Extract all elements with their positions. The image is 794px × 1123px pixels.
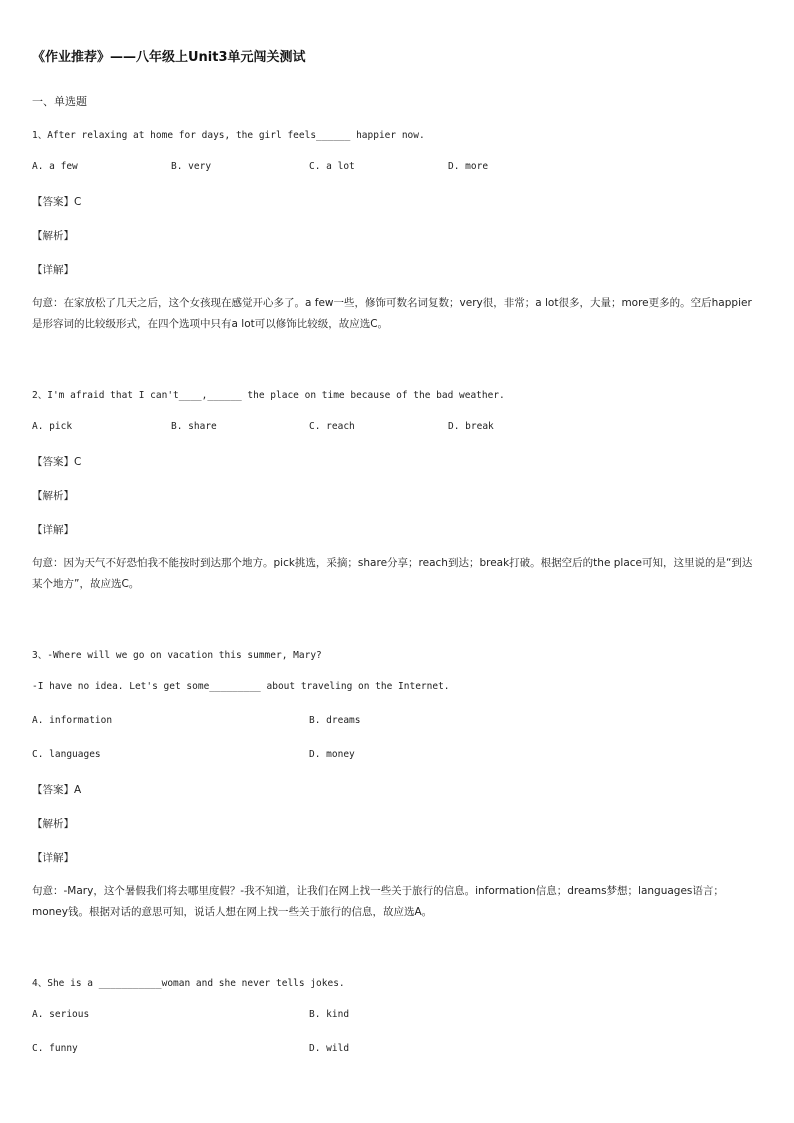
question-3-stem-line-2: -I have no idea. Let's get some_________ about traveling on the Internet. — [32, 681, 450, 692]
question-1-explanation: 句意：在家放松了几天之后，这个女孩现在感觉开心多了。a few一些，修饰可数名词复数；very很，非常；a lot很多，大量；more更多的。空后happier是形容词的比较级形式，在四个选项中只有a lot可以修饰比较级，故应选C。 — [32, 297, 752, 330]
question-2-option-c: C. reach — [309, 421, 355, 432]
question-1-stem: 1、After relaxing at home for days, the girl feels______ happier now. — [32, 130, 425, 141]
question-4-option-b: B. kind — [309, 1009, 350, 1020]
document-title: 《作业推荐》——八年级上Unit3单元闯关测试 — [32, 50, 306, 65]
section-heading: 一、单选题 — [32, 95, 87, 108]
question-3-option-d: D. money — [309, 749, 355, 760]
question-3-answer: 【答案】A — [32, 784, 82, 796]
question-3-option-a: A. information — [32, 715, 113, 726]
question-2-stem: 2、I'm afraid that I can't____,______ the place on time because of the bad weather. — [32, 390, 505, 401]
question-3-option-b: B. dreams — [309, 715, 361, 726]
question-2-option-b: B. share — [171, 421, 217, 432]
question-2-option-a: A. pick — [32, 421, 73, 432]
question-1-answer: 【答案】C — [32, 196, 82, 208]
question-1-option-d: D. more — [448, 161, 489, 172]
question-1-detail-label: 【详解】 — [32, 264, 74, 276]
question-1-analysis-label: 【解析】 — [32, 230, 74, 242]
question-4-option-a: A. serious — [32, 1009, 90, 1020]
question-1-option-a: A. a few — [32, 161, 78, 172]
question-2-analysis-label: 【解析】 — [32, 490, 74, 502]
question-4-option-d: D. wild — [309, 1043, 350, 1054]
question-2-explanation: 句意：因为天气不好恐怕我不能按时到达那个地方。pick挑选，采摘；share分享；reach到达；break打破。根据空后的the place可知，这里说的是“到达某个地方”，故应选C。 — [32, 557, 753, 590]
question-1-option-b: B. very — [171, 161, 212, 172]
question-3-stem: 3、-Where will we go on vacation this summer, Mary? — [32, 650, 322, 661]
question-3-option-c: C. languages — [32, 749, 101, 760]
question-3-explanation: 句意：-Mary，这个暑假我们将去哪里度假？-我不知道，让我们在网上找一些关于旅行的信息。information信息；dreams梦想；languages语言；money钱。根据对话的意思可知，说话人想在网上找一些关于旅行的信息，故应选A。 — [32, 885, 724, 918]
question-2-answer: 【答案】C — [32, 456, 82, 468]
question-4-stem: 4、She is a ___________woman and she never tells jokes. — [32, 978, 345, 989]
question-3-detail-label: 【详解】 — [32, 852, 74, 864]
question-4-option-c: C. funny — [32, 1043, 78, 1054]
question-1-option-c: C. a lot — [309, 161, 355, 172]
question-2-option-d: D. break — [448, 421, 494, 432]
question-3-analysis-label: 【解析】 — [32, 818, 74, 830]
question-2-detail-label: 【详解】 — [32, 524, 74, 536]
